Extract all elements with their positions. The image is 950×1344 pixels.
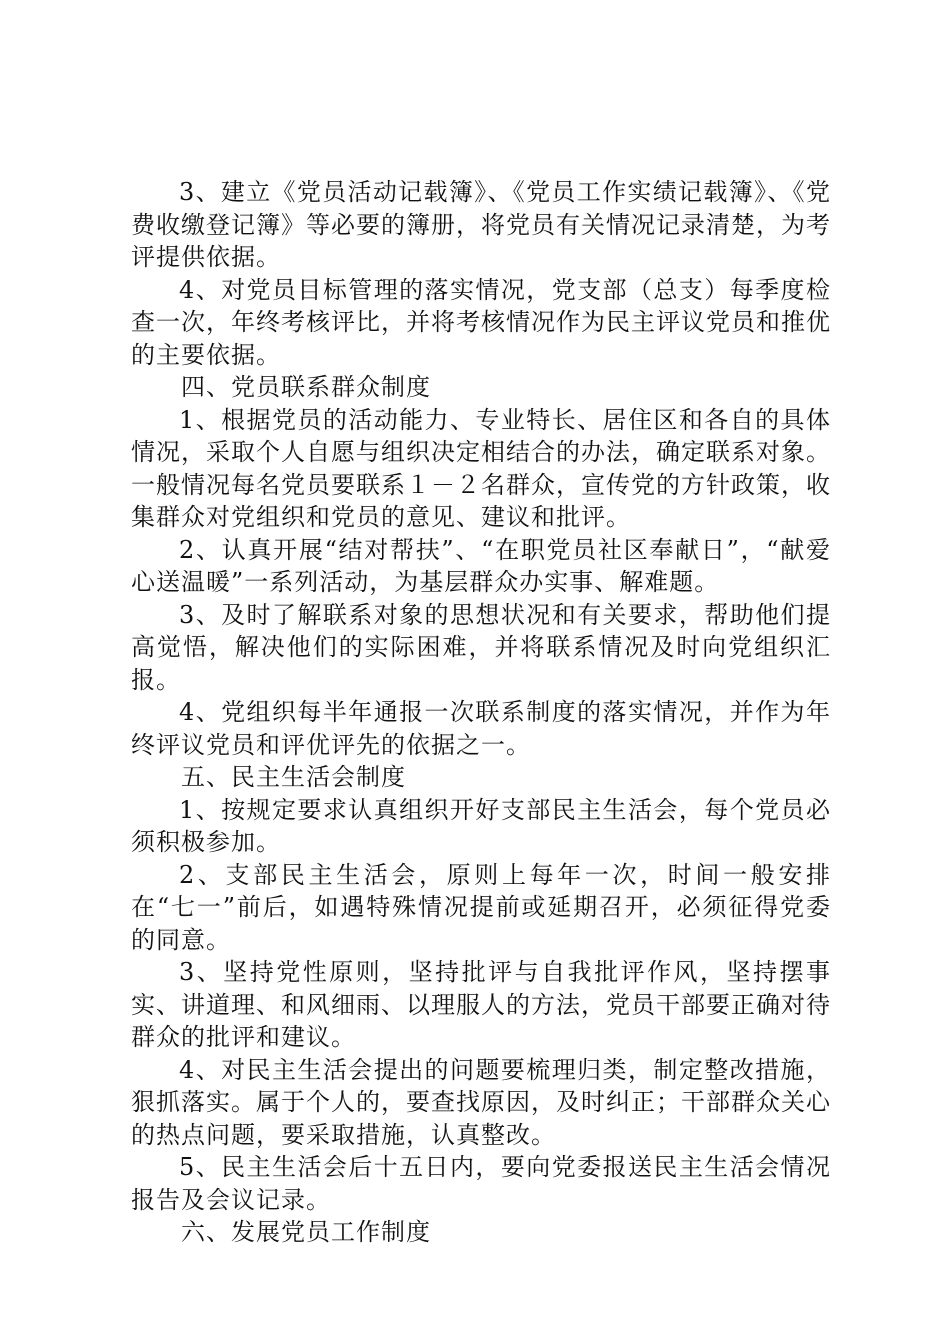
document-body <box>131 176 831 1249</box>
paragraph-pairing-activities: 2、认真开展“结对帮扶”、“在职党员社区奉献日”，“献爱心送温暖”一系列活动，为基层群众办实事、解难题。 <box>131 535 831 596</box>
paragraph-contact-objects: 1、根据党员的活动能力、专业特长、居住区和各自的具体情况，采取个人自愿与组织决定相结合的办法，确定联系对象。一般情况每名党员要联系１－２名群众，宣传党的方针政策，收集群众对党组织和党员的意见、建议和批评。 <box>131 405 831 531</box>
paragraph-rectification: 4、对民主生活会提出的问题要梳理归类，制定整改措施，狠抓落实。属于个人的，要查找原因，及时纠正；干部群众关心的热点问题，要采取措施，认真整改。 <box>131 1055 831 1149</box>
paragraph-party-principles: 3、坚持党性原则，坚持批评与自我批评作风，坚持摆事实、讲道理、和风细雨、以理服人的方法，党员干部要正确对待群众的批评和建议。 <box>131 958 831 1051</box>
paragraph-half-year-report: 4、党组织每半年通报一次联系制度的落实情况，并作为年终评议党员和评优评先的依据之一。 <box>131 698 831 759</box>
paragraph-organize-meeting: 1、按规定要求认真组织开好支部民主生活会，每个党员必须积极参加。 <box>131 795 831 856</box>
paragraph-understand-contacts: 3、及时了解联系对象的思想状况和有关要求，帮助他们提高觉悟，解决他们的实际困难，并将联系情况及时向党组织汇报。 <box>131 600 831 694</box>
section-heading-party-development: 六、发展党员工作制度 <box>181 1218 431 1246</box>
section-heading-democratic-meeting: 五、民主生活会制度 <box>181 763 406 791</box>
paragraph-quarterly-inspection: 4、对党员目标管理的落实情况，党支部（总支）每季度检查一次，年终考核评比，并将考核情况作为民主评议党员和推优的主要依据。 <box>131 275 831 369</box>
section-heading-contact-masses: 四、党员联系群众制度 <box>181 373 431 401</box>
paragraph-report-submission: 5、民主生活会后十五日内，要向党委报送民主生活会情况报告及会议记录。 <box>131 1153 831 1214</box>
paragraph-ledger-books: 3、建立《党员活动记载簿》、《党员工作实绩记载簿》、《党费收缴登记簿》等必要的簿册，将党员有关情况记录清楚，为考评提供依据。 <box>131 178 831 271</box>
paragraph-annual-meeting: 2、支部民主生活会，原则上每年一次，时间一般安排在“七一”前后，如遇特殊情况提前或延期召开，必须征得党委的同意。 <box>131 860 831 954</box>
